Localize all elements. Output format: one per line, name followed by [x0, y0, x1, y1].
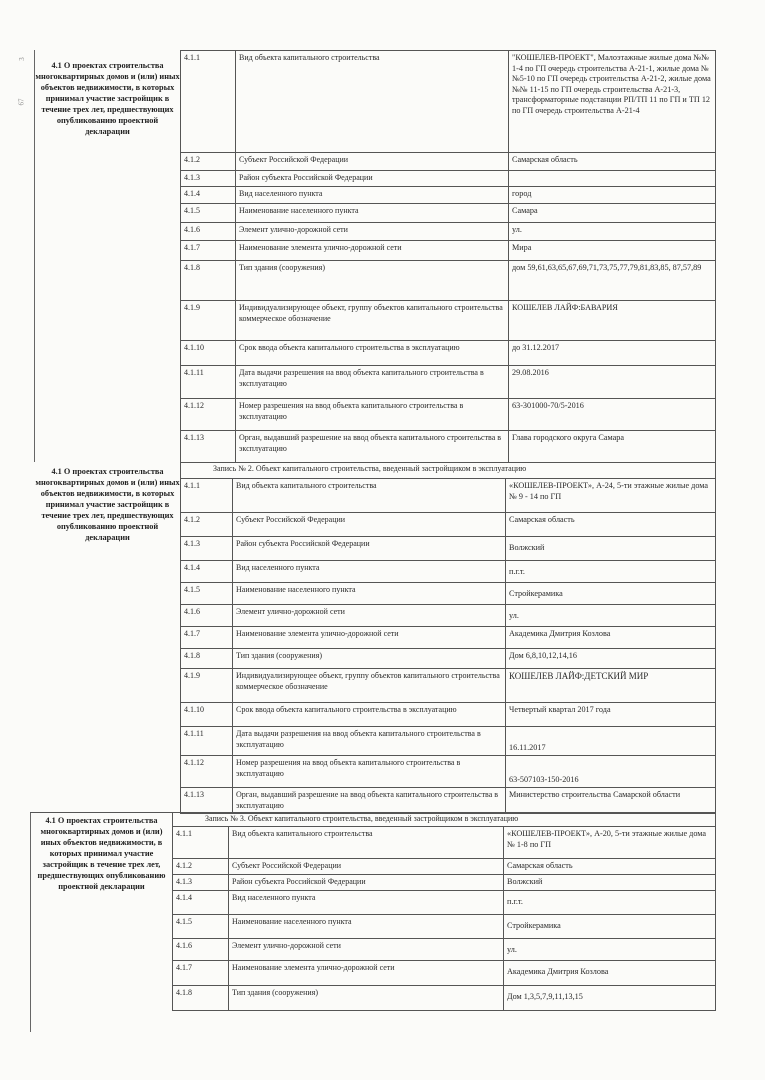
cell-label: Субъект Российской Федерации	[233, 513, 506, 537]
table-row	[181, 561, 716, 583]
cell-num: 4.1.1	[181, 51, 236, 153]
cell-value: Академика Дмитрия Козлова	[506, 627, 716, 649]
cell-label: Вид объекта капитального строительства	[229, 827, 504, 859]
record-2-table	[180, 462, 715, 814]
cell-value: Волжский	[504, 875, 716, 891]
cell-label: Тип здания (сооружения)	[229, 986, 504, 1011]
cell-label: Наименование населенного пункта	[233, 583, 506, 605]
cell-num: 4.1.2	[181, 153, 236, 171]
cell-value: ул.	[506, 605, 716, 627]
cell-value: Волжский	[506, 537, 716, 561]
cell-value: п.г.т.	[506, 561, 716, 583]
cell-value: 63-301000-70/5-2016	[509, 399, 716, 431]
cell-value: Самарская область	[506, 513, 716, 537]
cell-label: Индивидуализирующее объект, группу объектов капитального строительства коммерческое обозначение	[233, 669, 506, 703]
cell-label: Тип здания (сооружения)	[236, 261, 509, 301]
left-border	[34, 50, 35, 462]
cell-label: Вид населенного пункта	[236, 187, 509, 204]
table-row	[181, 788, 716, 814]
cell-num: 4.1.13	[181, 431, 236, 463]
cell-num: 4.1.5	[181, 583, 233, 605]
cell-num: 4.1.4	[181, 187, 236, 204]
record-3-table	[172, 812, 715, 1011]
cell-label: Индивидуализирующее объект, группу объектов капитального строительства коммерческое обозначение	[236, 301, 509, 341]
table-row	[181, 366, 716, 399]
cell-num: 4.1.11	[181, 366, 236, 399]
record-header-row	[181, 463, 716, 479]
table-row	[181, 703, 716, 727]
cell-value: Самарская область	[504, 859, 716, 875]
table-row	[181, 605, 716, 627]
cell-value	[509, 171, 716, 187]
cell-num: 4.1.1	[181, 479, 233, 513]
cell-num: 4.1.12	[181, 399, 236, 431]
cell-value: КОШЕЛЕВ ЛАЙФ:БАВАРИЯ	[509, 301, 716, 341]
margin-mark: 3	[17, 57, 26, 61]
table-row	[181, 513, 716, 537]
cell-label: Вид объекта капитального строительства	[233, 479, 506, 513]
cell-num: 4.1.6	[181, 605, 233, 627]
table-row	[173, 827, 716, 859]
cell-num: 4.1.2	[173, 859, 229, 875]
cell-label: Орган, выдавший разрешение на ввод объекта капитального строительства в эксплуатацию	[236, 431, 509, 463]
cell-num: 4.1.3	[181, 537, 233, 561]
cell-label: Номер разрешения на ввод объекта капитального строительства в эксплуатацию	[233, 756, 506, 788]
record-table	[172, 812, 716, 1011]
table-row	[181, 301, 716, 341]
table-row	[181, 649, 716, 669]
cell-value: Дом 1,3,5,7,9,11,13,15	[504, 986, 716, 1011]
cell-label: Наименование элемента улично-дорожной сети	[229, 961, 504, 986]
section-label: 4.1 О проектах строительства многоквартирных домов и (или) иных объектов недвижимости, в которых принимал участие застройщик в течение трех лет, предшествующих опубликованию проектной декларации	[35, 61, 180, 136]
cell-num: 4.1.4	[181, 561, 233, 583]
cell-value: Самарская область	[509, 153, 716, 171]
table-row	[173, 939, 716, 961]
cell-num: 4.1.7	[173, 961, 229, 986]
cell-num: 4.1.3	[181, 171, 236, 187]
cell-value: Академика Дмитрия Козлова	[504, 961, 716, 986]
table-row	[181, 153, 716, 171]
cell-num: 4.1.8	[173, 986, 229, 1011]
table-row	[181, 223, 716, 241]
cell-value: Дом 6,8,10,12,14,16	[506, 649, 716, 669]
cell-num: 4.1.1	[173, 827, 229, 859]
cell-num: 4.1.13	[181, 788, 233, 814]
cell-num: 4.1.8	[181, 649, 233, 669]
table-row	[181, 627, 716, 649]
table-row	[173, 961, 716, 986]
cell-value: Стройкерамика	[506, 583, 716, 605]
cell-value: Мира	[509, 241, 716, 261]
table-row	[181, 669, 716, 703]
cell-label: Номер разрешения на ввод объекта капитального строительства в эксплуатацию	[236, 399, 509, 431]
cell-label: Вид населенного пункта	[229, 891, 504, 915]
cell-value: «КОШЕЛЕВ-ПРОЕКТ», А-20, 5-ти этажные жилые дома № 1-8 по ГП	[504, 827, 716, 859]
cell-label: Орган, выдавший разрешение на ввод объекта капитального строительства в эксплуатацию	[233, 788, 506, 814]
cell-label: Район субъекта Российской Федерации	[233, 537, 506, 561]
cell-value: Самара	[509, 204, 716, 223]
cell-value: «КОШЕЛЕВ-ПРОЕКТ», А-24, 5-ти этажные жилые дома № 9 - 14 по ГП	[506, 479, 716, 513]
cell-value: 29.08.2016	[509, 366, 716, 399]
cell-value: 63-507103-150-2016	[506, 756, 716, 788]
cell-label: Район субъекта Российской Федерации	[229, 875, 504, 891]
divider	[30, 812, 172, 813]
cell-num: 4.1.5	[173, 915, 229, 939]
cell-num: 4.1.8	[181, 261, 236, 301]
record-table	[180, 462, 716, 814]
cell-num: 4.1.5	[181, 204, 236, 223]
table-row	[181, 583, 716, 605]
cell-num: 4.1.9	[181, 301, 236, 341]
table-row	[173, 875, 716, 891]
cell-label: Элемент улично-дорожной сети	[236, 223, 509, 241]
cell-num: 4.1.6	[173, 939, 229, 961]
record-header-row	[173, 813, 716, 827]
cell-num: 4.1.9	[181, 669, 233, 703]
table-row	[173, 986, 716, 1011]
table-row	[181, 479, 716, 513]
cell-label: Наименование элемента улично-дорожной сети	[233, 627, 506, 649]
table-row	[181, 727, 716, 756]
table-row	[181, 187, 716, 204]
cell-label: Район субъекта Российской Федерации	[236, 171, 509, 187]
margin-mark: 67	[17, 98, 26, 106]
cell-label: Субъект Российской Федерации	[236, 153, 509, 171]
cell-num: 4.1.10	[181, 341, 236, 366]
cell-value: Четвертый квартал 2017 года	[506, 703, 716, 727]
cell-value: Глава городского округа Самара	[509, 431, 716, 463]
cell-num: 4.1.4	[173, 891, 229, 915]
cell-num: 4.1.11	[181, 727, 233, 756]
cell-num: 4.1.2	[181, 513, 233, 537]
cell-num: 4.1.7	[181, 627, 233, 649]
cell-label: Дата выдачи разрешения на ввод объекта капитального строительства в эксплуатацию	[236, 366, 509, 399]
table-row	[181, 537, 716, 561]
record-header: Запись № 2. Объект капитального строительства, введенный застройщиком в эксплуатацию	[181, 463, 716, 479]
record-table	[180, 50, 716, 463]
cell-value: Министерство строительства Самарской области	[506, 788, 716, 814]
cell-value: п.г.т.	[504, 891, 716, 915]
cell-label: Элемент улично-дорожной сети	[233, 605, 506, 627]
table-row	[173, 915, 716, 939]
table-row	[181, 51, 716, 153]
cell-value: Стройкерамика	[504, 915, 716, 939]
cell-value: город	[509, 187, 716, 204]
cell-value: КОШЕЛЕВ ЛАЙФ:ДЕТСКИЙ МИР	[506, 669, 716, 703]
cell-num: 4.1.12	[181, 756, 233, 788]
cell-value: 16.11.2017	[506, 727, 716, 756]
table-row	[181, 341, 716, 366]
table-row	[181, 431, 716, 463]
section-label: 4.1 О проектах строительства многоквартирных домов и (или) иных объектов недвижимости, в которых принимал участие застройщик в течение трех лет, предшествующих опубликованию проектной декларации	[35, 467, 180, 542]
record-1-table	[180, 50, 715, 463]
cell-value: до 31.12.2017	[509, 341, 716, 366]
cell-label: Срок ввода объекта капитального строительства в эксплуатацию	[236, 341, 509, 366]
cell-num: 4.1.10	[181, 703, 233, 727]
cell-label: Срок ввода объекта капитального строительства в эксплуатацию	[233, 703, 506, 727]
table-row	[181, 399, 716, 431]
section-label: 4.1 О проектах строительства многоквартирных домов и (или) иных объектов недвижимости, в которых принимал участие застройщик в течение трех лет, предшествующих опубликованию проектной декларации	[37, 816, 166, 891]
cell-num: 4.1.3	[173, 875, 229, 891]
cell-label: Наименование населенного пункта	[229, 915, 504, 939]
cell-label: Элемент улично-дорожной сети	[229, 939, 504, 961]
left-border	[30, 812, 31, 1032]
cell-num: 4.1.6	[181, 223, 236, 241]
cell-label: Наименование населенного пункта	[236, 204, 509, 223]
cell-label: Вид населенного пункта	[233, 561, 506, 583]
record-header: Запись № 3. Объект капитального строительства, введенный застройщиком в эксплуатацию	[173, 813, 716, 827]
cell-value: дом 59,61,63,65,67,69,71,73,75,77,79,81,83,85, 87,57,89	[509, 261, 716, 301]
cell-label: Вид объекта капитального строительства	[236, 51, 509, 153]
cell-value: ул.	[504, 939, 716, 961]
cell-label: Дата выдачи разрешения на ввод объекта капитального строительства в эксплуатацию	[233, 727, 506, 756]
cell-value: "КОШЕЛЕВ-ПРОЕКТ", Малоэтажные жилые дома №№ 1-4 по ГП очередь строительства А-21-1, жилые дома №№5-10 по ГП очередь строительства А-21-2, жилые дома №№ 11-15 по ГП очередь строительства А-21-3, трансформаторные подстанции РП/ТП 11 по ГП и ТП 12 по ГП очередь строительства А-21-4	[509, 51, 716, 153]
cell-num: 4.1.7	[181, 241, 236, 261]
cell-label: Субъект Российской Федерации	[229, 859, 504, 875]
table-row	[173, 891, 716, 915]
table-row	[181, 756, 716, 788]
table-row	[181, 171, 716, 187]
cell-label: Наименование элемента улично-дорожной сети	[236, 241, 509, 261]
table-row	[173, 859, 716, 875]
table-row	[181, 261, 716, 301]
table-row	[181, 241, 716, 261]
cell-label: Тип здания (сооружения)	[233, 649, 506, 669]
cell-value: ул.	[509, 223, 716, 241]
table-row	[181, 204, 716, 223]
